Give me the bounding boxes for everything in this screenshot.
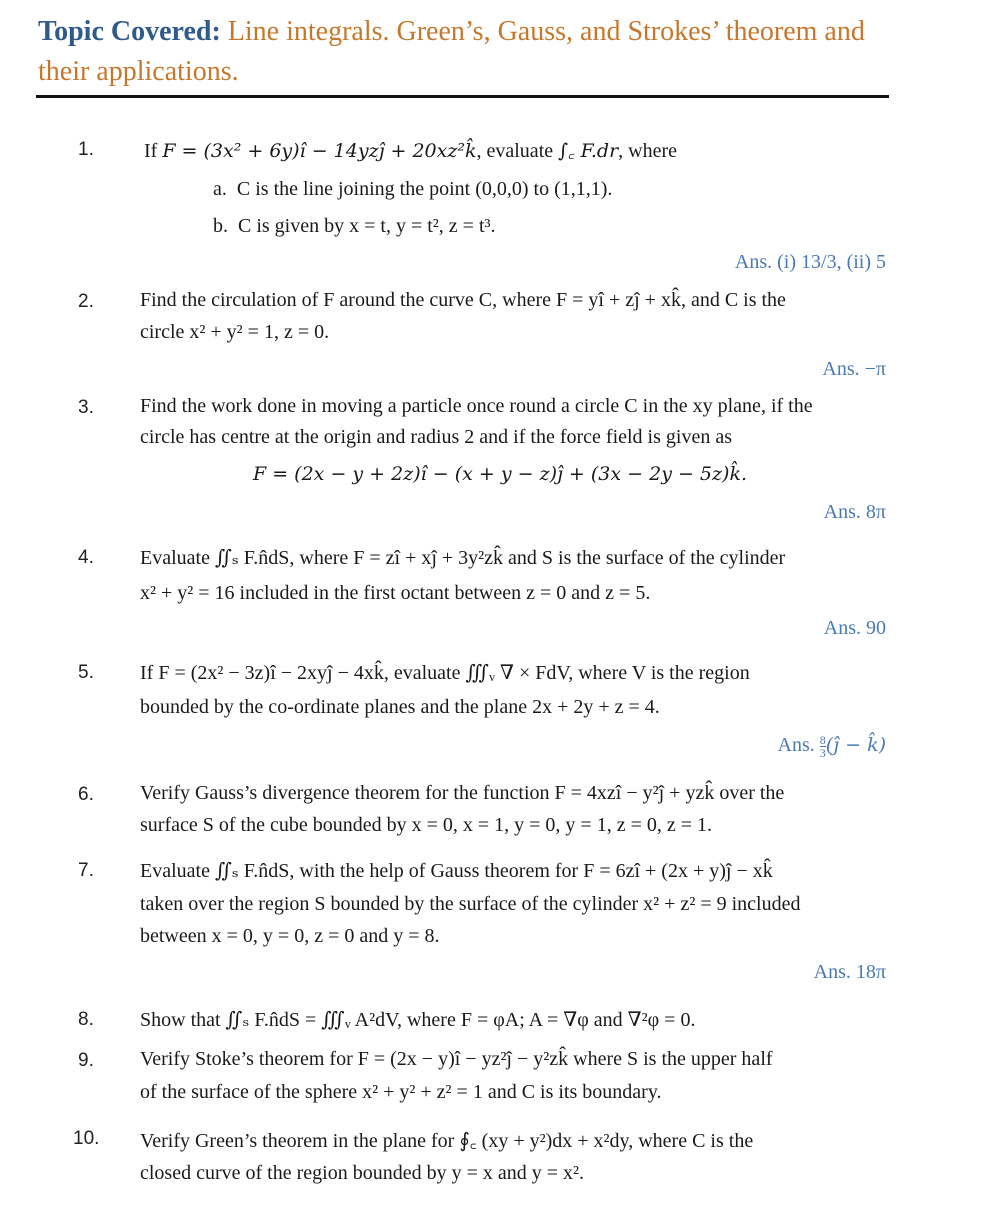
question-3-line-2: circle has centre at the origin and radius 2 and if the force field is given as	[140, 426, 732, 448]
question-1-answer: Ans. (i) 13/3, (ii) 5	[734, 251, 886, 273]
question-6-number: 6.	[78, 784, 94, 805]
question-8-line-1: Show that ∬ₛ F.n̂dS = ∭ᵥ A²dV, where F = φA; A = ∇φ and ∇²φ = 0.	[140, 1009, 696, 1031]
question-2-number: 2.	[78, 291, 94, 312]
question-1b: b. C is given by x = t, y = t², z = t³.	[213, 215, 496, 237]
question-4-answer: Ans. 90	[823, 617, 886, 639]
question-6-line-1: Verify Gauss’s divergence theorem for the function F = 4xzî − y²ĵ + yzk̂ over the	[140, 782, 785, 804]
question-10-line-1: Verify Green’s theorem in the plane for ∮꜀ (xy + y²)dx + x²dy, where C is the	[140, 1130, 754, 1152]
question-5-number: 5.	[78, 662, 94, 683]
question-7-line-2: taken over the region S bounded by the surface of the cylinder x² + z² = 9 included	[140, 893, 801, 915]
question-5-line-2: bounded by the co-ordinate planes and the plane 2x + 2y + z = 4.	[140, 696, 660, 718]
question-2-answer: Ans. −π	[822, 358, 886, 380]
question-4-number: 4.	[78, 547, 94, 568]
title-divider	[36, 95, 889, 98]
question-9-line-1: Verify Stoke’s theorem for F = (2x − y)î − yz²ĵ − y²zk̂ where S is the upper half	[140, 1048, 773, 1070]
topic-label: Topic Covered:	[38, 16, 221, 47]
question-5-answer: Ans. $\frac{8}{3}$ (ĵ − k̂)	[777, 733, 886, 760]
question-1-number: 1.	[78, 139, 94, 160]
answer-fraction: $\frac{8}{3}$	[819, 733, 826, 760]
question-3-line-1: Find the work done in moving a particle once round a circle C in the xy plane, if the	[140, 395, 813, 417]
question-6-line-2: surface S of the cube bounded by x = 0, x = 1, y = 0, y = 1, z = 0, z = 1.	[140, 814, 713, 836]
question-7-line-1: Evaluate ∬ₛ F.n̂dS, with the help of Gauss theorem for F = 6zî + (2x + y)ĵ − xk̂	[140, 860, 773, 882]
question-9-line-2: of the surface of the sphere x² + y² + z² = 1 and C is its boundary.	[140, 1081, 662, 1103]
question-7-answer: Ans. 18π	[813, 961, 886, 983]
question-5-line-1: If F = (2x² − 3z)î − 2xyĵ − 4xk̂, evaluate ∭ᵥ ∇ × FdV, where V is the region	[140, 662, 750, 684]
question-7-number: 7.	[78, 860, 94, 881]
question-2-line-2: circle x² + y² = 1, z = 0.	[140, 321, 330, 343]
question-9-number: 9.	[78, 1050, 94, 1071]
question-3-number: 3.	[78, 397, 94, 418]
topic-text: Line integrals. Green’s, Gauss, and Strokes’ theorem and their applications.	[38, 16, 865, 87]
question-8-number: 8.	[78, 1009, 94, 1030]
question-1a: a. C is the line joining the point (0,0,0) to (1,1,1).	[213, 178, 613, 200]
question-4-line-2: x² + y² = 16 included in the first octant between z = 0 and z = 5.	[140, 582, 651, 604]
question-10-line-2: closed curve of the region bounded by y = x and y = x².	[140, 1162, 585, 1184]
question-10-number: 10.	[73, 1128, 100, 1149]
question-1-text: If F = (3x² + 6y)î − 14yzĵ + 20xz²k̂, evaluate ∫꜀ F.dr, where	[144, 140, 678, 162]
question-4-line-1: Evaluate ∬ₛ F.n̂dS, where F = zî + xĵ + 3y²zk̂ and S is the surface of the cylinder	[140, 547, 786, 569]
question-7-line-3: between x = 0, y = 0, z = 0 and y = 8.	[140, 925, 440, 947]
question-2-line-1: Find the circulation of F around the curve C, where F = yî + zĵ + xk̂, and C is the	[140, 289, 786, 311]
question-3-answer: Ans. 8π	[823, 501, 886, 523]
page-title	[38, 12, 898, 92]
question-3-equation: F = (2x − y + 2z)î − (x + y − z)ĵ + (3x − 2y − 5z)k̂.	[253, 463, 747, 485]
